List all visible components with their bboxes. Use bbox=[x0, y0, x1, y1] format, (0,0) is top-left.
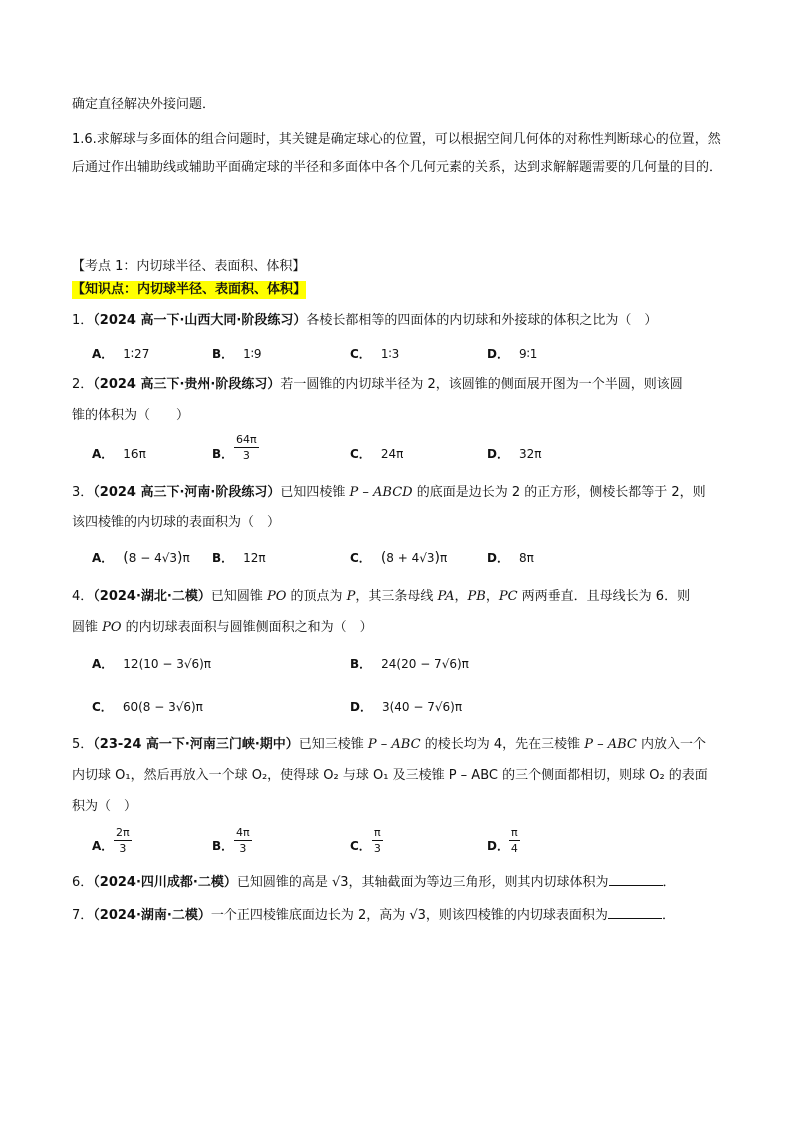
q5-option-c-fraction: π 3 bbox=[373, 826, 381, 855]
question-5-line-2: 内切球 O₁，然后再放入一个球 O₂，使得球 O₂ 与球 O₁ 及三棱锥 P – ABC 的三个侧面都相切，则球 O₂ 的表面 bbox=[72, 768, 708, 783]
q2-option-b-fraction: 64π 3 bbox=[236, 433, 257, 462]
question-3-line-2: 该四棱锥的内切球的表面积为（ ） bbox=[72, 515, 281, 530]
q2-option-d[interactable]: D． 32π bbox=[487, 447, 542, 461]
q5-option-a[interactable]: A． bbox=[92, 839, 114, 853]
q3-option-c[interactable]: C． (8 + 4√3)π bbox=[350, 550, 448, 566]
q5-option-d-fraction: π 4 bbox=[510, 826, 518, 855]
question-6: 6．（2024·四川成都·二模）已知圆锥的高是 √3，其轴截面为等边三角形，则其内切球体积为 ． bbox=[72, 875, 676, 890]
q4-option-a[interactable]: A． 12(10 − 3√6)π bbox=[92, 657, 212, 671]
q4-option-b[interactable]: B． 24(20 − 7√6)π bbox=[350, 657, 469, 671]
question-3: 3．（2024 高三下·河南·阶段练习）已知四棱锥 P – ABCD 的底面是边长为 2 的正方形，侧棱长都等于 2，则 bbox=[72, 485, 706, 500]
q5-option-a-fraction: 2π 3 bbox=[116, 826, 130, 855]
intro-line: 确定直径解决外接问题． bbox=[72, 97, 216, 112]
q1-option-d[interactable]: D． 9∶1 bbox=[487, 347, 538, 361]
q4-option-c[interactable]: C． 60(8 − 3√6)π bbox=[92, 700, 203, 714]
q5-option-c[interactable]: C． bbox=[350, 839, 371, 853]
q5-option-d[interactable]: D． bbox=[487, 839, 509, 853]
question-4: 4．（2024·湖北·二模）已知圆锥 PO 的顶点为 P，其三条母线 PA，PB，PC 两两垂直．且母线长为 6．则 bbox=[72, 589, 691, 604]
question-2-line-2: 锥的体积为（ ） bbox=[72, 408, 190, 423]
q5-option-b-fraction: 4π 3 bbox=[236, 826, 250, 855]
question-7: 7．（2024·湖南·二模）一个正四棱锥底面边长为 2，高为 √3，则该四棱锥的内切球表面积为 ． bbox=[72, 908, 675, 923]
q1-option-a[interactable]: A． 1∶27 bbox=[92, 347, 150, 361]
paragraph-1-6: 1.6.求解球与多面体的组合问题时，其关键是确定球心的位置，可以根据空间几何体的对称性判断球心的位置，然后通过作出辅助线或辅助平面确定球的半径和多面体中各个几何元素的关系，达到求解解题需要的几何量的目的． bbox=[72, 132, 723, 175]
q2-option-b[interactable]: B． bbox=[212, 447, 234, 461]
knowledge-point-highlight: 【知识点：内切球半径、表面积、体积】 bbox=[72, 282, 307, 297]
q4-option-d[interactable]: D． 3(40 − 7√6)π bbox=[350, 700, 463, 714]
q6-answer-blank[interactable] bbox=[609, 873, 663, 886]
q1-option-b[interactable]: B． 1∶9 bbox=[212, 347, 262, 361]
question-2: 2．（2024 高三下·贵州·阶段练习）若一圆锥的内切球半径为 2，该圆锥的侧面展开图为一个半圆，则该圆 bbox=[72, 377, 683, 392]
q2-option-a[interactable]: A． 16π bbox=[92, 447, 146, 461]
question-5: 5．（23-24 高一下·河南三门峡·期中）已知三棱锥 P – ABC 的棱长均为 4，先在三棱锥 P – ABC 内放入一个 bbox=[72, 737, 707, 752]
question-4-line-2: 圆锥 PO 的内切球表面积与圆锥侧面积之和为（ ） bbox=[72, 620, 373, 635]
q7-answer-blank[interactable] bbox=[608, 906, 662, 919]
q2-option-c[interactable]: C． 24π bbox=[350, 447, 404, 461]
q3-option-b[interactable]: B． 12π bbox=[212, 551, 266, 565]
question-1: 1．（2024 高一下·山西大同·阶段练习）各棱长都相等的四面体的内切球和外接球的体积之比为（ ） bbox=[72, 313, 658, 328]
q3-option-a[interactable]: A． (8 − 4√3)π bbox=[92, 550, 190, 566]
question-5-line-3: 积为（ ） bbox=[72, 799, 138, 814]
section-title: 【考点 1：内切球半径、表面积、体积】 bbox=[72, 259, 306, 274]
q1-option-c[interactable]: C． 1∶3 bbox=[350, 347, 400, 361]
q3-option-d[interactable]: D． 8π bbox=[487, 551, 534, 565]
q5-option-b[interactable]: B． bbox=[212, 839, 234, 853]
